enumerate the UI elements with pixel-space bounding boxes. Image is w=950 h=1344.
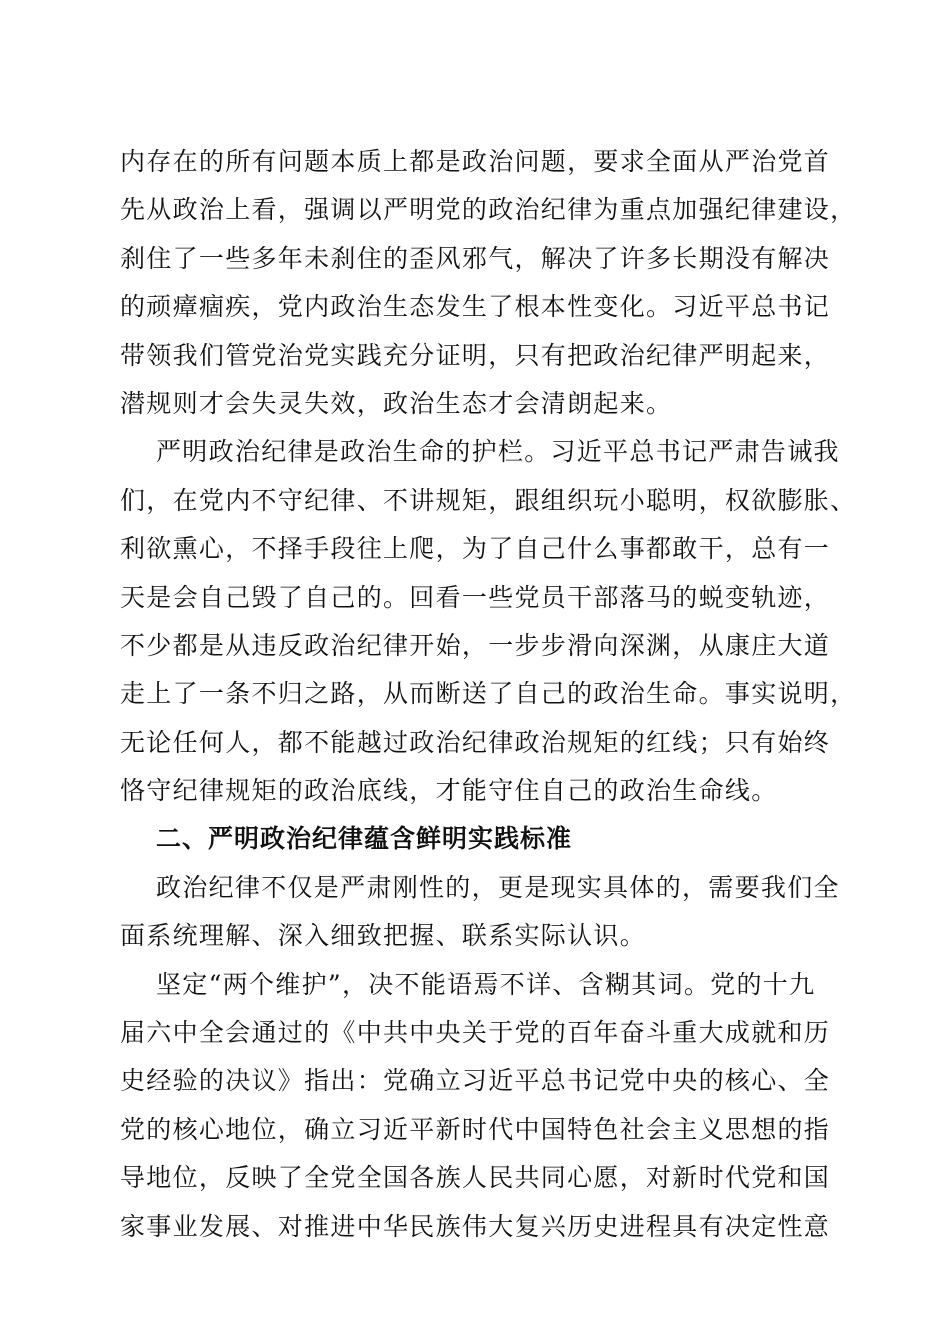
text-line: 内存在的所有问题本质上都是政治问题，要求全面从严治党首 <box>120 147 831 176</box>
text-line: 届六中全会通过的《中共中央关于党的百年奋斗重大成就和历 <box>120 1018 831 1048</box>
text-line: 不少都是从违反政治纪律开始，一步步滑向深渊，从康庄大道 <box>120 630 831 660</box>
document-body <box>120 138 857 1251</box>
paragraph-first-line: 严明政治纪律是政治生命的护栏。习近平总书记严肃告诫我 <box>156 437 840 467</box>
text-line: 走上了一条不归之路，从而断送了自己的政治生命。事实说明， <box>120 679 857 709</box>
section-heading: 二、严明政治纪律蕴含鲜明实践标准 <box>156 824 573 854</box>
paragraph-first-line: 坚定“两个维护”，决不能语焉不详、含糊其词。党的十九 <box>156 969 816 999</box>
text-line: 的顽瘴痼疾，党内政治生态发生了根本性变化。习近平总书记 <box>120 292 831 322</box>
text-line: 先从政治上看，强调以严明党的政治纪律为重点加强纪律建设， <box>120 195 857 225</box>
text-line: 带领我们管党治党实践充分证明，只有把政治纪律严明起来， <box>120 340 831 370</box>
text-line: 潜规则才会失灵失效，政治生态才会清朗起来。 <box>120 388 673 418</box>
text-line: 恪守纪律规矩的政治底线，才能守住自己的政治生命线。 <box>120 776 778 806</box>
text-line: 们，在党内不守纪律、不讲规矩，跟组织玩小聪明，权欲膨胀、 <box>120 485 857 515</box>
text-line: 导地位，反映了全党全国各族人民共同心愿，对新时代党和国 <box>120 1163 831 1193</box>
text-line: 面系统理解、深入细致把握、联系实际认识。 <box>120 921 647 951</box>
text-line: 无论任何人，都不能越过政治纪律政治规矩的红线；只有始终 <box>120 727 831 757</box>
paragraph-first-line: 政治纪律不仅是严肃刚性的，更是现实具体的，需要我们全 <box>156 872 840 902</box>
text-line: 家事业发展、对推进中华民族伟大复兴历史进程具有决定性意 <box>120 1211 831 1241</box>
text-line: 天是会自己毁了自己的。回看一些党员干部落马的蜕变轨迹， <box>120 582 831 612</box>
text-line: 利欲熏心，不择手段往上爬，为了自己什么事都敢干，总有一 <box>120 534 831 564</box>
text-line: 刹住了一些多年未刹住的歪风邪气，解决了许多长期没有解决 <box>120 243 831 273</box>
text-line: 党的核心地位，确立习近平新时代中国特色社会主义思想的指 <box>120 1114 831 1144</box>
text-line: 史经验的决议》指出：党确立习近平总书记党中央的核心、全 <box>120 1066 831 1096</box>
